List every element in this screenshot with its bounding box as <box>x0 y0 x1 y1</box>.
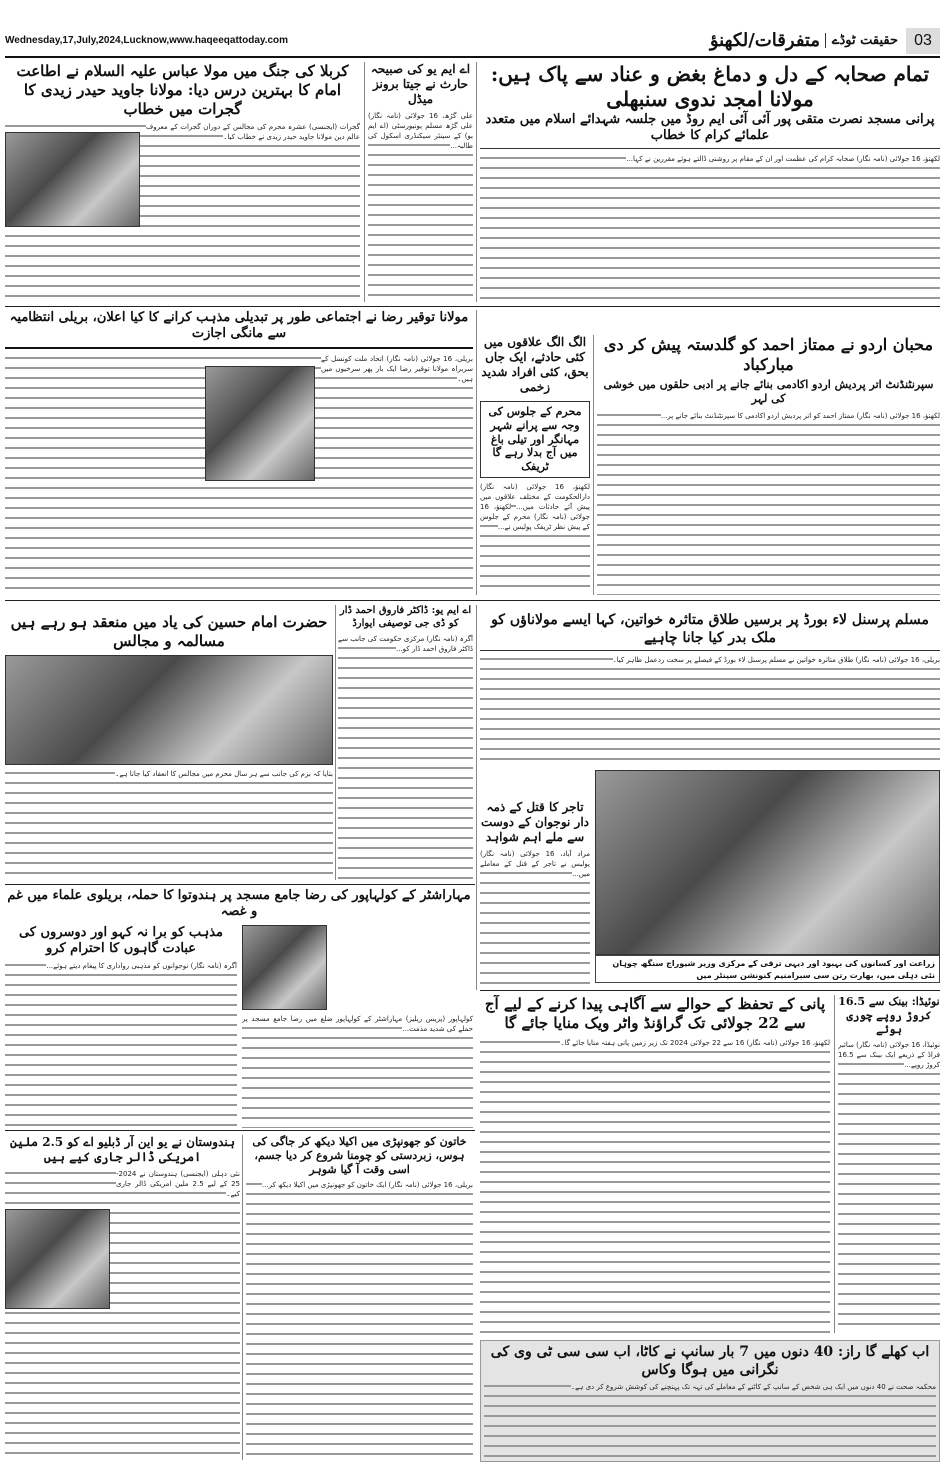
article-body <box>480 655 940 765</box>
headline: مسلم پرسنل لاء بورڈ پر برسیں طلاق متاثرہ خواتین، کہا ایسے مولاناؤں کو ملک بدر کیا جانا چاہیے <box>480 612 940 651</box>
section-title: متفرقات/لکھنؤ <box>709 30 820 51</box>
headline: کربلا کی جنگ میں مولا عباس علیہ السلام نے اطاعت امام کا بہترین درس دیا: مولانا جاوید حیدر زیدی کا گجرات میں خطاب <box>16 62 349 118</box>
brand-logo: حقیقت ٹوڈے <box>825 33 898 48</box>
chouhan-photo-block <box>595 770 940 985</box>
headline: ہندوستان نے یو این آر ڈبلیو اے کو 2.5 ملین امریکی ڈالر جاری کیے ہیں <box>9 1135 236 1164</box>
cleric-photo <box>242 925 327 1010</box>
headline: اے ایم یو: ڈاکٹر فاروق احمد ڈار کو ڈی جی توصیفی ایوارڈ <box>339 605 472 629</box>
article-water <box>480 995 830 1333</box>
article-karbala <box>5 62 360 302</box>
headline: مولانا توقیر رضا نے اجتماعی طور پر تبدیلی مذہب کرانے کا کیا اعلان، بریلی انتظامیہ سے مانگی اجازت <box>5 310 473 349</box>
article-kolhapur <box>5 888 473 1128</box>
body-text: لکھنؤ، 16 جولائی (نامہ نگار) صحابہ کرام کی عظمت اور ان کے مقام پر روشنی ڈالتے ہوئے مقررین نے کہا... <box>626 154 940 163</box>
article-body <box>480 1038 830 1334</box>
body-text: گجرات (ایجنسی) عشرہ محرم کی مجالس کے دوران گجرات کے معروف عالم دین مولانا جاوید حیدر زیدی نے خطاب کیا۔ <box>146 123 360 142</box>
article-accidents <box>480 335 590 595</box>
chouhan-photo <box>595 770 940 955</box>
body-text: نوئیڈا، 16 جولائی (نامہ نگار) سائبر فراڈ کے ذریعے ایک بینک سے 16.5 کروڑ روپے... <box>838 1041 940 1070</box>
article-body <box>5 1169 240 1460</box>
article-body <box>480 482 590 595</box>
article-body <box>5 961 237 1128</box>
article-body <box>246 1180 473 1460</box>
article-body <box>480 849 590 985</box>
article-snake <box>480 1340 940 1462</box>
body-text: مراد آباد، 16 جولائی (نامہ نگار) پولیس نے تاجر کے قتل کے معاملے میں... <box>480 850 590 878</box>
article-body <box>368 111 473 302</box>
subheadline: سپرنٹنڈنٹ اتر پردیش اردو اکادمی بنائے جانے پر ادبی حلقوں میں خوشی کی لہر <box>603 378 934 405</box>
photo-caption: زراعت اور کسانوں کی بہبود اور دیہی ترقی کے مرکزی وزیر شیوراج سنگھ چوہان نئی دہلی میں، بھارت رتن سی سبرامنیم کنونشن سینٹر میں <box>595 955 940 983</box>
article-body <box>597 411 940 596</box>
headline: حضرت امام حسین کی یاد میں منعقد ہو رہے ہیں مسالمہ و مجالس <box>10 613 328 650</box>
headline: مذہب کو برا نہ کہو اور دوسروں کی عبادت گاہوں کا احترام کرو <box>18 924 224 956</box>
body-text: بریلی، 16 جولائی (نامہ نگار) ایک خاتون کو جھونپڑی میں اکیلا دیکھ کر... <box>261 1181 473 1190</box>
article-traffic <box>480 401 590 478</box>
body-text: لکھنؤ، 16 جولائی (نامہ نگار) 16 سے 22 جولائی 2024 تک زیر زمین پانی ہفتہ منایا جائے گا۔ <box>560 1038 830 1047</box>
headline: اب کھلے گا راز: 40 دنوں میں 7 بار سانپ نے کاٹا، اب سی سی ٹی وی کی نگرانی میں ہوگا وکاس <box>490 1344 930 1378</box>
headline: تاجر کا قتل کے ذمہ دار نوجوان کے دوست سے ملے اہم شواہد <box>480 800 590 844</box>
headline: خاتون کو جھونپڑی میں اکیلا دیکھ کر جاگی کی ہوس، زبردستی کو چومنا شروع کر دیا جسم، اسی وقت آ گیا شوہر <box>252 1135 467 1176</box>
minister-photo <box>5 1209 110 1309</box>
headline: محبان اردو نے ممتاز احمد کو گلدستہ پیش کر دی مبارکباد <box>603 335 934 374</box>
article-body <box>480 154 940 303</box>
article-mplb <box>480 612 940 765</box>
article-body <box>5 769 333 881</box>
body-text: لکھنؤ، 16 جولائی (نامہ نگار) محرم کے جلوس کے پیش نظر ٹریفک پولیس نے... <box>480 502 590 531</box>
dateline: Wednesday,17,July,2024,Lucknow,www.haqeeqattoday.com <box>5 35 289 46</box>
subheadline: پرانی مسجد نصرت متقی پور آئی آئی ایم روڈ میں جلسہ شہدائے اسلام میں متعدد علمائے کرام کا خطاب <box>480 112 940 149</box>
body-text: کولہاپور (پریس ریلیز) مہاراشٹر کے کولہاپور ضلع میں رضا جامع مسجد پر حملے کی شدید مذمت... <box>242 1014 473 1033</box>
body-text: بتایا کہ بزم کی جانب سے ہر سال محرم میں مجالس کا انعقاد کیا جاتا ہے۔ <box>115 769 333 778</box>
page-number: 03 <box>906 28 940 54</box>
headline: محرم کے جلوس کی وجہ سے پرانے شہر مہانگر اور تیلی باغ میں آج بدلا رہے گا ٹریفک <box>488 405 582 473</box>
headline: مہاراشٹر کے کولہاپور کی رضا جامع مسجد پر ہندوتوا کا حملہ، بریلوی علماء میں غم و غصہ <box>7 888 471 920</box>
article-amu-medal <box>368 62 473 302</box>
article-unrwa <box>5 1135 240 1460</box>
body-text: آگرہ (نامہ نگار) نوجوانوں کو مذہبی رواداری کا پیغام دیتے ہوئے... <box>46 962 237 970</box>
headline: الگ الگ علاقوں میں کئی حادثے، ایک جاں بحق، کئی افراد شدید زخمی <box>481 335 589 394</box>
article-main <box>480 62 940 302</box>
masthead <box>5 28 940 58</box>
headline: اے ایم یو کی صبیحہ حارث نے جیتا برونز میڈل <box>370 62 471 106</box>
article-body <box>338 634 473 880</box>
article-body <box>838 1040 940 1333</box>
article-trader <box>480 770 590 985</box>
article-religion <box>5 925 237 1129</box>
body-text: آگرہ (نامہ نگار) مرکزی حکومت کی جانب سے ڈاکٹر فاروق احمد ڈار کو... <box>338 635 473 653</box>
body-text: بریلی، 16 جولائی (نامہ نگار) طلاق متاثرہ خواتین نے مسلم پرسنل لاء بورڈ کے فیصلے پر سخت ردعمل ظاہر کیا۔ <box>612 656 940 664</box>
speaker-photo <box>5 132 140 227</box>
article-woman <box>246 1135 473 1460</box>
headline: پانی کے تحفظ کے حوالے سے آگاہی پیدا کرنے کے لیے آج سے 22 جولائی تک گراؤنڈ واٹر ویک منایا جائے گا <box>484 995 826 1032</box>
body-text: لکھنؤ، 16 جولائی (نامہ نگار) ممتاز احمد کو اتر پردیش اردو اکادمی کا سپرنٹنڈنٹ بنائے جانے پر... <box>660 411 940 420</box>
article-tauqeer <box>5 310 473 595</box>
article-amu-award <box>338 605 473 880</box>
article-body <box>5 354 473 596</box>
body-text: بریلی، 16 جولائی (نامہ نگار) اتحاد ملت کونسل کے سربراہ مولانا توقیر رضا ایک بار پھر سرخیوں میں ہیں۔ <box>321 354 473 383</box>
headline: نوئیڈا: بینک سے 16.5 کروڑ روپے چوری ہوئے <box>838 995 940 1036</box>
body-text: لکھنؤ، 16 جولائی (نامہ نگار) دارالحکومت کے مختلف علاقوں میں پیش آئے حادثات میں... <box>480 482 590 511</box>
majlis-photo <box>5 655 333 765</box>
article-noida <box>838 995 940 1333</box>
body-text: نئی دہلی (ایجنسی) ہندوستان نے 2024-25 کے لیے 2.5 ملین امریکی ڈالر جاری کیے۔ <box>116 1170 240 1198</box>
article-body <box>5 122 360 302</box>
article-urdu-academy <box>597 335 940 595</box>
article-body <box>484 1382 936 1458</box>
main-headline: تمام صحابہ کے دل و دماغ بغض و عناد سے پاک ہیں: مولانا امجد ندوی سنبھلی <box>490 62 930 111</box>
body-text: علی گڑھ، 16 جولائی (نامہ نگار) علی گڑھ مسلم یونیورسٹی (اے ایم یو) کے سینئر سیکنڈری اسکول کی طالبہ... <box>368 112 473 150</box>
article-majalis <box>5 605 333 880</box>
maulana-photo <box>205 366 315 481</box>
article-body <box>242 1014 473 1129</box>
body-text: محکمہ صحت نے 40 دنوں میں ایک ہی شخص کے سانپ کے کاٹنے کے معاملے کی تہہ تک پہنچنے کی کوشش شروع کر دی ہے۔ <box>571 1383 936 1391</box>
